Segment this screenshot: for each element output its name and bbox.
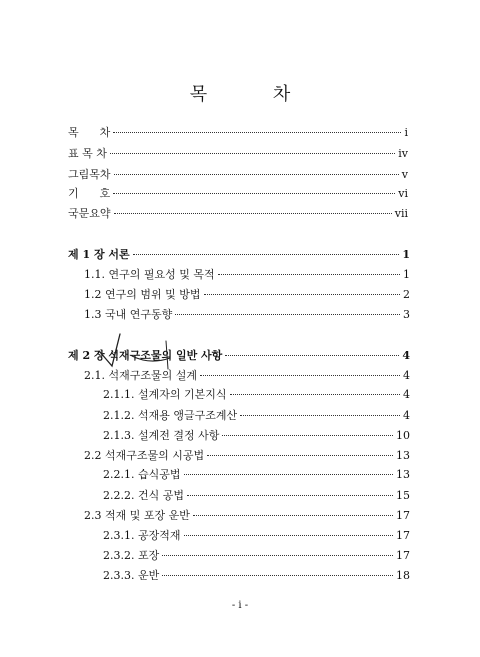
toc-label: 2.2.1. 습식공법 [103, 468, 181, 481]
toc-label: 기 호 [68, 187, 111, 200]
page-number-footer: - i - [231, 600, 249, 611]
toc-page-number: 1 [403, 268, 410, 281]
toc-label: 그림목차 [68, 168, 111, 181]
toc-label: 표 목 차 [68, 147, 107, 160]
toc-page-number: 2 [403, 288, 410, 301]
toc-label: 국문요약 [68, 207, 111, 220]
toc-page-number: 13 [396, 449, 410, 462]
toc-page-number: 4 [403, 409, 410, 422]
toc-page-number: 13 [396, 468, 410, 481]
toc-label: 제 2 장 석재구조물의 일반 사항 [68, 349, 223, 362]
toc-label: 2.1.1. 설계자의 기본지식 [103, 388, 227, 401]
toc-page-number: 4 [403, 369, 410, 382]
toc-label: 2.3.3. 운반 [103, 569, 160, 582]
toc-page-number: 1 [402, 248, 410, 261]
toc-label: 2.1.2. 석재용 앵글구조계산 [103, 409, 238, 422]
toc-page-number: 10 [396, 429, 410, 442]
toc-label: 2.1.3. 설계전 결정 사항 [103, 429, 220, 442]
toc-page-number: 17 [396, 549, 410, 562]
toc-page-number: 4 [403, 388, 410, 401]
toc-label: 1.3 국내 연구동향 [84, 308, 173, 321]
toc-page-number: vi [398, 187, 408, 200]
toc-page-number: iv [398, 147, 408, 160]
toc-label: 2.3.1. 공장적재 [103, 529, 181, 542]
toc-label: 2.3.2. 포장 [103, 549, 160, 562]
toc-label: 2.1. 석재구조물의 설계 [84, 369, 197, 382]
toc-label: 1.1. 연구의 필요성 및 목적 [84, 268, 215, 281]
toc-page-number: 3 [403, 308, 410, 321]
toc-label: 1.2 연구의 범위 및 방법 [84, 288, 201, 301]
toc-label: 목 차 [68, 126, 111, 139]
page-title: 목 차 [189, 84, 321, 105]
toc-page-number: 4 [402, 349, 410, 362]
toc-label: 2.2.2. 건식 공법 [103, 489, 184, 502]
toc-label: 2.3 적재 및 포장 운반 [84, 509, 190, 522]
toc-page-number: 17 [396, 509, 410, 522]
toc-page-number: 17 [396, 529, 410, 542]
toc-page-number: v [401, 168, 408, 181]
toc-page-number: 15 [396, 489, 410, 502]
toc-label: 2.2 석재구조물의 시공법 [84, 449, 205, 462]
toc-label: 제 1 장 서론 [68, 248, 130, 261]
toc-page-number: 18 [396, 569, 410, 582]
toc-page-number: vii [394, 207, 408, 220]
toc-page-number: i [404, 126, 408, 139]
